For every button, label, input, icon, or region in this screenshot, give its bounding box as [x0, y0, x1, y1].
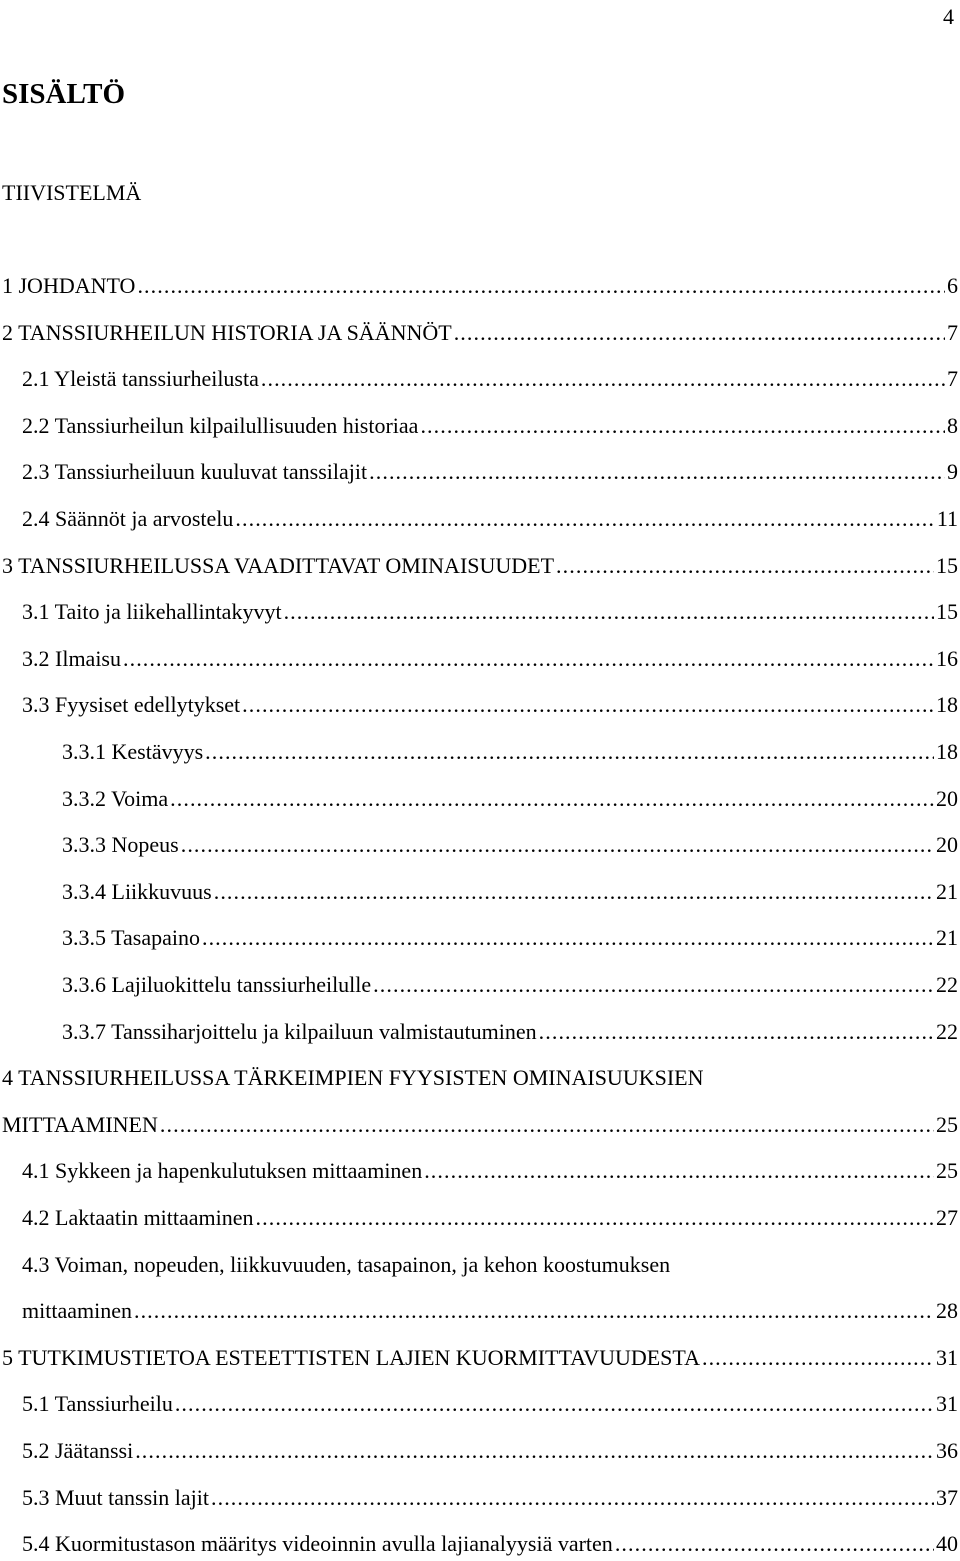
toc-entry[interactable]	[0, 458, 958, 486]
toc-leader-dots	[369, 458, 945, 486]
toc-leader-dots	[134, 1297, 934, 1325]
toc-leader-dots	[242, 691, 934, 719]
toc-entry-label: 4.3 Voiman, nopeuden, liikkuvuuden, tasapainon, ja kehon koostumuksen	[22, 1251, 671, 1277]
toc-entry-label: 3.3.4 Liikkuvuus	[62, 878, 212, 904]
toc-entry-label: 3.3.2 Voima	[62, 785, 169, 811]
toc-leader-dots	[256, 1204, 934, 1232]
toc-leader-dots	[424, 1157, 934, 1185]
toc-leader-dots	[175, 1390, 934, 1418]
toc-entry-page: 22	[936, 972, 958, 997]
toc-entry[interactable]	[0, 1111, 958, 1139]
toc-entry-page: 40	[936, 1531, 958, 1557]
toc-entry[interactable]	[0, 1484, 958, 1512]
abstract-label: TIIVISTELMÄ	[2, 180, 142, 205]
toc-leader-dots	[702, 1344, 934, 1372]
toc-leader-dots	[235, 505, 934, 533]
toc-leader-dots	[170, 785, 934, 813]
toc-leader-dots	[137, 272, 945, 300]
toc-entry-label: 4 TANSSIURHEILUSSA TÄRKEIMPIEN FYYSISTEN OMINAISUUKSIEN	[2, 1065, 704, 1091]
toc-entry[interactable]	[0, 785, 958, 813]
toc-entry-label: 3.3.7 Tanssiharjoittelu ja kilpailuun valmistautuminen	[62, 1018, 537, 1044]
toc-leader-dots	[123, 645, 934, 673]
toc-leader-dots	[160, 1111, 934, 1139]
toc-entry-page: 18	[936, 739, 958, 764]
toc-entry[interactable]	[0, 505, 958, 533]
toc-leader-dots	[373, 971, 934, 999]
toc-entry[interactable]	[0, 319, 958, 347]
toc-entry-page: 21	[936, 925, 958, 951]
toc-entry[interactable]	[0, 1344, 958, 1372]
toc-entry[interactable]	[0, 971, 958, 999]
toc-entry-label: 2.2 Tanssiurheilun kilpailullisuuden historiaa	[22, 412, 419, 438]
toc-entry-page: 20	[936, 832, 958, 858]
toc-entry-page: 31	[936, 1391, 958, 1417]
toc-entry[interactable]	[0, 272, 958, 300]
toc-entry[interactable]	[0, 691, 958, 719]
toc-entry-page: 16	[936, 645, 958, 671]
toc-entry-label: 3.3.5 Tasapaino	[62, 925, 200, 951]
toc-entry-page: 27	[936, 1205, 958, 1230]
toc-leader-dots	[615, 1530, 934, 1558]
toc-entry[interactable]	[0, 1390, 958, 1418]
page-heading: SISÄLTÖ	[2, 78, 126, 110]
toc-leader-dots	[181, 831, 934, 859]
toc-entry-page: 6	[947, 273, 958, 298]
toc-entry-page: 22	[936, 1018, 958, 1044]
toc-entry-page: 18	[936, 692, 958, 718]
toc-leader-dots	[539, 1018, 934, 1046]
toc-entry-page: 15	[936, 552, 958, 578]
toc-entry-page: 36	[936, 1438, 958, 1463]
toc-entry-label: 3.3 Fyysiset edellytykset	[22, 692, 241, 718]
toc-entry[interactable]	[0, 552, 958, 580]
toc-entry[interactable]	[0, 1157, 958, 1185]
toc-entry[interactable]	[0, 365, 958, 393]
toc-entry-label: 3.2 Ilmaisu	[22, 645, 121, 671]
toc-entry-label: 4.2 Laktaatin mittaaminen	[22, 1205, 254, 1230]
toc-entry-page: 31	[936, 1344, 958, 1370]
toc-entry[interactable]	[0, 1297, 958, 1325]
toc-leader-dots	[454, 319, 945, 347]
toc-entry-page: 21	[936, 878, 958, 904]
toc-entry-page: 25	[936, 1111, 958, 1137]
toc-entry[interactable]	[0, 1437, 958, 1465]
toc-entry-label: 5.3 Muut tanssin lajit	[22, 1484, 209, 1510]
toc-entry-page: 7	[947, 319, 958, 345]
toc-entry[interactable]	[0, 1530, 958, 1558]
toc-entry-label: 2.4 Säännöt ja arvostelu	[22, 506, 234, 531]
toc-entry[interactable]	[0, 1204, 958, 1232]
toc-entry-page: 15	[936, 599, 958, 625]
toc-entry-label: 3 TANSSIURHEILUSSA VAADITTAVAT OMINAISUUDET	[2, 552, 555, 578]
toc-leader-dots	[135, 1437, 934, 1465]
toc-leader-dots	[202, 924, 934, 952]
toc-entry-label: 4.1 Sykkeen ja hapenkulutuksen mittaaminen	[22, 1158, 423, 1184]
toc-entry-label: 1 JOHDANTO	[2, 273, 136, 298]
toc-entry-label: 3.3.1 Kestävyys	[62, 739, 204, 764]
toc-entry[interactable]	[0, 878, 958, 906]
toc-entry-label: 2 TANSSIURHEILUN HISTORIA JA SÄÄNNÖT	[2, 319, 452, 345]
toc-entry-page: 25	[936, 1158, 958, 1184]
toc-entry-label: 5.4 Kuormitustason määritys videoinnin avulla lajianalyysiä varten	[22, 1531, 613, 1557]
toc-entry-page: 28	[936, 1298, 958, 1324]
toc-leader-dots	[211, 1484, 934, 1512]
toc-leader-dots	[420, 412, 945, 440]
toc-entry-label: 5.1 Tanssiurheilu	[22, 1391, 173, 1417]
toc-entry-page: 37	[936, 1484, 958, 1510]
toc-entry-page: 20	[936, 785, 958, 811]
toc-entry-label: 2.1 Yleistä tanssiurheilusta	[22, 366, 259, 392]
toc-entry[interactable]	[0, 924, 958, 952]
toc-leader-dots	[214, 878, 934, 906]
toc-entry-label: mittaaminen	[22, 1298, 132, 1324]
page-number: 4	[943, 4, 954, 29]
toc-entry-page: 9	[947, 459, 958, 485]
toc-entry-label: 3.1 Taito ja liikehallintakyvyt	[22, 599, 282, 625]
toc-entry[interactable]	[0, 598, 958, 626]
toc-entry[interactable]	[0, 645, 958, 673]
toc-entry-page: 7	[947, 366, 958, 392]
toc-entry-page: 11	[936, 506, 958, 531]
toc-entry[interactable]	[0, 412, 958, 440]
toc-entry-label: 2.3 Tanssiurheiluun kuuluvat tanssilajit	[22, 459, 368, 485]
toc-leader-dots	[284, 598, 934, 626]
toc-entry[interactable]	[0, 1018, 958, 1046]
toc-entry-label: 5.2 Jäätanssi	[22, 1438, 134, 1463]
toc-entry-label: MITTAAMINEN	[2, 1111, 158, 1137]
toc-entry[interactable]	[0, 831, 958, 859]
toc-entry-page: 8	[947, 412, 958, 438]
toc-entry-label: 3.3.3 Nopeus	[62, 832, 179, 858]
toc-entry-label: 3.3.6 Lajiluokittelu tanssiurheilulle	[62, 972, 372, 997]
toc-leader-dots	[261, 365, 945, 393]
toc-entry[interactable]	[0, 738, 958, 766]
toc-entry-label: 5 TUTKIMUSTIETOA ESTEETTISTEN LAJIEN KUORMITTAVUUDESTA	[2, 1344, 700, 1370]
toc-leader-dots	[205, 738, 934, 766]
toc-leader-dots	[556, 552, 934, 580]
